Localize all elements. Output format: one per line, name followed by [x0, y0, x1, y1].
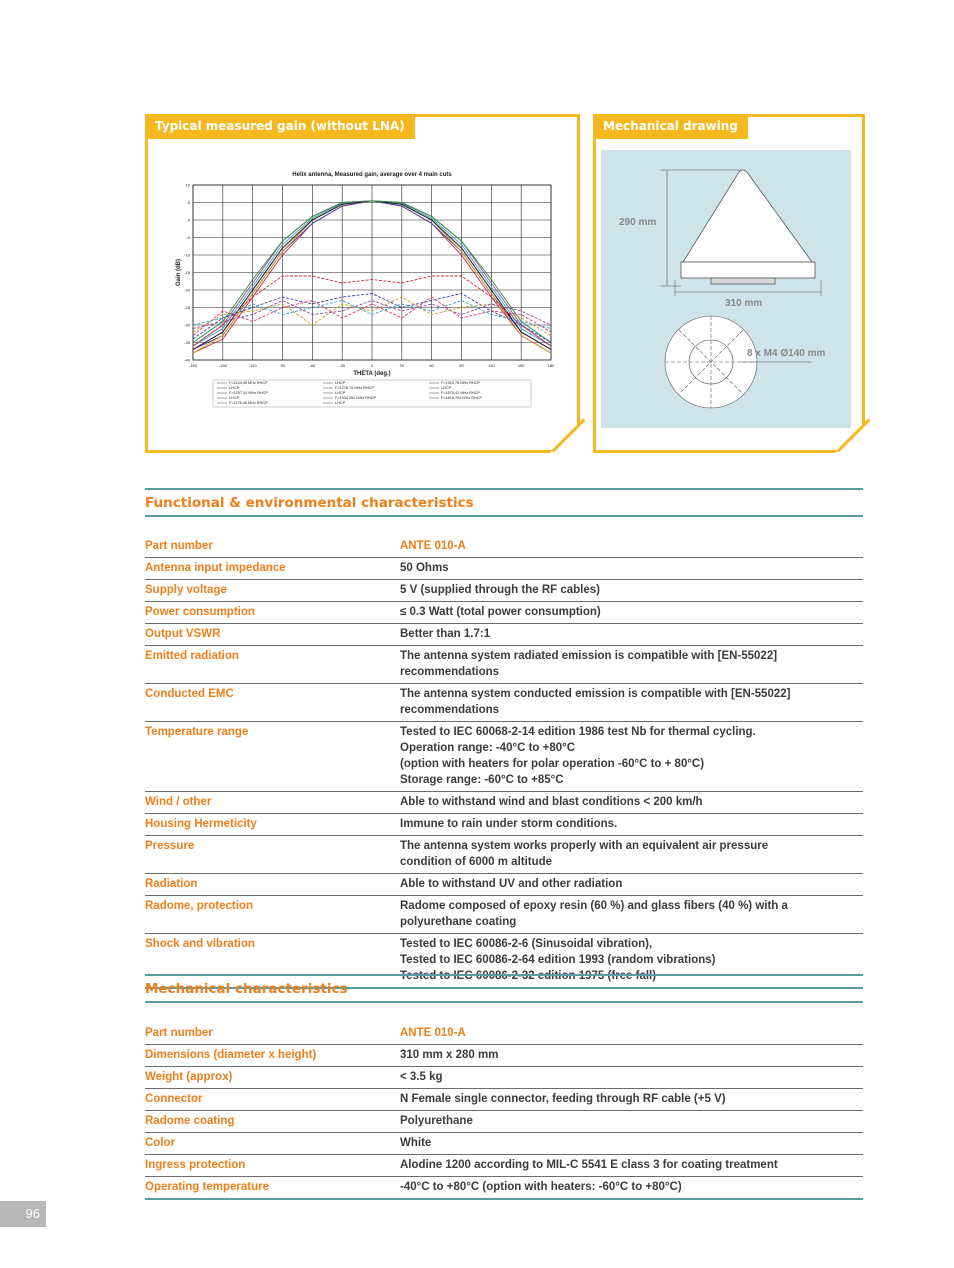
mechanical-drawing	[601, 150, 851, 430]
functional-section-title: Functional & environmental characteristics	[145, 495, 474, 511]
spec-value: N Female single connector, feeding through RF cable (+5 V)	[400, 1089, 863, 1111]
table-row	[145, 792, 863, 814]
functional-section	[145, 488, 863, 982]
spec-value: The antenna system radiated emission is compatible with [EN-55022] recommendations	[400, 646, 863, 684]
spec-value: Tested to IEC 60086-2-6 (Sinusoidal vibration), Tested to IEC 60086-2-64 edition 1993 (random vibrations) Tested to IEC 60086-2-32 edition 1975 (free fall)	[400, 934, 863, 989]
spec-label: Temperature range	[145, 722, 400, 792]
spec-value: Better than 1.7:1	[400, 624, 863, 646]
mechanical-table	[145, 1023, 863, 1200]
y-tick-label: -10	[184, 252, 190, 258]
table-row	[145, 558, 863, 580]
page-number: 96	[0, 1201, 46, 1227]
spec-label: Pressure	[145, 836, 400, 874]
table-row	[145, 1067, 863, 1089]
spec-value: Tested to IEC 60068-2-14 edition 1986 test Nb for thermal cycling. Operation range: -40°C to +80°C (option with heaters for polar operation -60°C to + 80°C) Storage range: -60°C to +85°C	[400, 722, 863, 792]
spec-value: Radome composed of epoxy resin (60 %) and glass fibers (40 %) with a polyurethane coating	[400, 896, 863, 934]
legend-entry: LHCP	[229, 386, 240, 390]
y-axis-label: Gain (dB)	[176, 259, 182, 286]
x-tick-label: 30	[399, 363, 405, 368]
spec-value: White	[400, 1133, 863, 1155]
spec-value: ≤ 0.3 Watt (total power consumption)	[400, 602, 863, 624]
chart-title: Helix antenna, Measured gain, average over 4 main cuts	[292, 172, 452, 178]
functional-section-header	[145, 488, 863, 517]
table-row	[145, 684, 863, 722]
functional-table	[145, 536, 863, 989]
table-row	[145, 580, 863, 602]
spec-label: Antenna input impedance	[145, 558, 400, 580]
spec-value: The antenna system conducted emission is compatible with [EN-55022] recommendations	[400, 684, 863, 722]
y-tick-label: -5	[186, 235, 190, 240]
spec-label: Part number	[145, 1023, 400, 1045]
legend-entry: F=1278.75 MHz RHCP	[335, 386, 374, 390]
spec-value: < 3.5 kg	[400, 1067, 863, 1089]
spec-label: Wind / other	[145, 792, 400, 814]
y-tick-label: -40	[184, 357, 190, 363]
y-tick-label: -30	[184, 322, 190, 328]
y-tick-label: -15	[184, 270, 190, 275]
legend-entry: F=1310.75 MHz RHCP	[441, 381, 480, 385]
spec-label: Ingress protection	[145, 1155, 400, 1177]
spec-value: Polyurethane	[400, 1111, 863, 1133]
mechanical-section-title: Mechanical characteristics	[145, 981, 348, 997]
y-tick-label: -25	[184, 305, 190, 310]
x-tick-label: 180	[547, 363, 555, 368]
mechanical-section	[145, 974, 863, 1193]
spec-value: Alodine 1200 according to MIL-C 5541 E class 3 for coating treatment	[400, 1155, 863, 1177]
x-tick-label: 120	[487, 363, 495, 368]
spec-label: Emitted radiation	[145, 646, 400, 684]
table-row	[145, 896, 863, 934]
x-tick-label: -150	[218, 363, 227, 368]
spec-value: The antenna system works properly with an equivalent air pressure condition of 6000 m altitude	[400, 836, 863, 874]
table-row	[145, 1111, 863, 1133]
x-tick-label: 90	[459, 363, 464, 368]
table-row	[145, 836, 863, 874]
spec-label: Dimensions (diameter x height)	[145, 1045, 400, 1067]
mechanical-section-header	[145, 974, 863, 1003]
spec-value: 50 Ohms	[400, 558, 863, 580]
spec-label: Supply voltage	[145, 580, 400, 602]
legend-entry: LHCP	[229, 396, 240, 400]
width-dimension-label: 310 mm	[725, 298, 763, 309]
mechanical-drawing-panel	[593, 114, 865, 453]
spec-value: 5 V (supplied through the RF cables)	[400, 580, 863, 602]
y-tick-label: 5	[187, 200, 190, 205]
legend-entry: F=1534.952 MHz RHCP	[335, 396, 377, 400]
gain-panel-tab: Typical measured gain (without LNA)	[145, 114, 415, 139]
y-tick-label: 10	[185, 182, 190, 188]
legend-entry: LHCP	[335, 381, 346, 385]
table-row	[145, 1023, 863, 1045]
spec-label: Shock and vibration	[145, 934, 400, 989]
spec-label: Radome, protection	[145, 896, 400, 934]
x-tick-label: -120	[248, 363, 257, 368]
table-row	[145, 1089, 863, 1111]
spec-label: Radiation	[145, 874, 400, 896]
x-tick-label: 150	[517, 363, 525, 368]
spec-label: Conducted EMC	[145, 684, 400, 722]
spec-label: Part number	[145, 536, 400, 558]
legend-entry: F=1575.42 MHz RHCP	[441, 391, 480, 395]
x-tick-label: -90	[279, 363, 286, 368]
table-row	[145, 602, 863, 624]
x-tick-label: -180	[188, 363, 198, 368]
y-tick-label: -20	[184, 287, 190, 293]
spec-value: Immune to rain under storm conditions.	[400, 814, 863, 836]
legend-entry: LHCP	[441, 386, 452, 390]
spec-label: Housing Hermeticity	[145, 814, 400, 836]
table-row	[145, 536, 863, 558]
spec-label: Radome coating	[145, 1111, 400, 1133]
x-tick-label: -30	[339, 363, 346, 368]
spec-label: Weight (approx)	[145, 1067, 400, 1089]
height-dimension-label: 290 mm	[619, 217, 657, 228]
table-row	[145, 1177, 863, 1200]
table-row	[145, 624, 863, 646]
x-tick-label: 60	[429, 363, 434, 368]
mech-panel-tab: Mechanical drawing	[593, 114, 748, 139]
legend-entry: LHCP	[335, 401, 346, 405]
spec-value: Able to withstand wind and blast conditions < 200 km/h	[400, 792, 863, 814]
spec-value: ANTE 010-A	[400, 536, 863, 558]
table-row	[145, 646, 863, 684]
x-tick-label: -60	[309, 363, 316, 368]
table-row	[145, 874, 863, 896]
spec-value: 310 mm x 280 mm	[400, 1045, 863, 1067]
legend-entry: LHCP	[335, 391, 346, 395]
legend-entry: F=1144.45 MHz RHCP	[229, 381, 268, 385]
legend-entry: F=1616.700 MHz RHCP	[441, 396, 483, 400]
table-row	[145, 722, 863, 792]
legend-entry: F=1176.45 MHz RHCP	[229, 401, 268, 405]
table-row	[145, 814, 863, 836]
gain-chart-panel	[145, 114, 580, 453]
spec-label: Output VSWR	[145, 624, 400, 646]
spec-value: ANTE 010-A	[400, 1023, 863, 1045]
spec-label: Power consumption	[145, 602, 400, 624]
table-row	[145, 1155, 863, 1177]
y-tick-label: 0	[187, 217, 190, 223]
legend-entry: F=1207.14 MHz RHCP	[229, 391, 268, 395]
spec-value: -40°C to +80°C (option with heaters: -60°C to +80°C)	[400, 1177, 863, 1200]
spec-label: Operating temperature	[145, 1177, 400, 1200]
x-tick-label: 0	[370, 363, 374, 368]
gain-chart	[168, 157, 555, 407]
spec-label: Color	[145, 1133, 400, 1155]
y-tick-label: -35	[184, 340, 190, 345]
table-row	[145, 1133, 863, 1155]
spec-value: Able to withstand UV and other radiation	[400, 874, 863, 896]
spec-label: Connector	[145, 1089, 400, 1111]
table-row	[145, 1045, 863, 1067]
bolt-pattern-label: 8 x M4 Ø140 mm	[747, 348, 826, 359]
x-axis-label: THETA (deg.)	[353, 371, 391, 377]
